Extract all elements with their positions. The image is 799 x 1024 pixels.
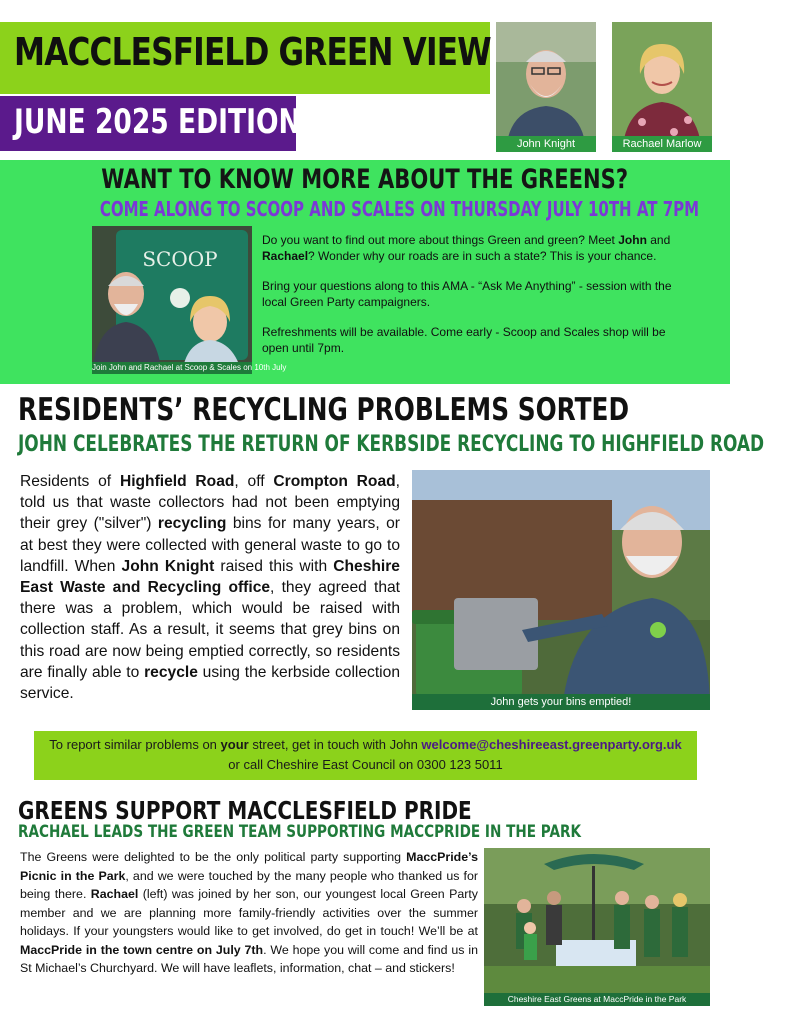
masthead-title: MACCLESFIELD GREEN VIEW — [14, 30, 491, 74]
ama-photo-caption: Join John and Rachael at Scoop & Scales on 10th July — [92, 363, 287, 372]
pride-body: The Greens were delighted to be the only political party supporting MaccPride’s Picnic in the Park, and we were touched by the many people who thanked us for being there. Rachael (left) was joined by her son, our youngest local Green Party member and we are planning more family-friendly activities over the summer holidays. If your youngsters would like to get involved, do get in touch! We’ll be at MaccPride in the town centre on July 7th. We hope you will come and find us in St Michael’s Churchyard. We will have leaflets, information, chat – and stickers! — [20, 850, 478, 975]
portrait-john-knight — [496, 22, 596, 152]
pride-subheading: RACHAEL LEADS THE GREEN TEAM SUPPORTING MACCPRIDE IN THE PARK — [18, 822, 582, 842]
pride-photo — [484, 848, 710, 1006]
recycling-photo-caption: John gets your bins emptied! — [412, 694, 710, 710]
report-line-2: or call Cheshire East Council on 0300 123 5011 — [228, 757, 503, 772]
recycling-heading: RESIDENTS’ RECYCLING PROBLEMS SORTED — [18, 392, 630, 428]
contact-email-link[interactable]: welcome@cheshireeast.greenparty.org.uk — [421, 737, 682, 752]
ama-body — [262, 232, 672, 370]
ama-subheading: COME ALONG TO SCOOP AND SCALES ON THURSDAY JULY 10TH AT 7PM — [99, 197, 700, 221]
maccpride-photo-image — [484, 848, 710, 1006]
scoop-sign-text: SCOOP — [142, 247, 218, 271]
john-portrait-image — [496, 22, 596, 152]
portrait-caption-rachael: Rachael Marlow — [612, 136, 712, 152]
report-problem-box — [34, 731, 697, 780]
rachael-portrait-image — [612, 22, 712, 152]
edition-label: JUNE 2025 EDITION — [14, 102, 301, 142]
ama-heading: WANT TO KNOW MORE ABOUT THE GREENS? — [101, 164, 629, 195]
report-line-1: To report similar problems on your street, get in touch with John welcome@cheshireeast.greenparty.org.uk — [49, 737, 682, 752]
pride-heading: GREENS SUPPORT MACCLESFIELD PRIDE — [18, 796, 472, 825]
portrait-rachael-marlow — [612, 22, 712, 152]
recycling-photo — [412, 470, 710, 710]
recycling-subheading: JOHN CELEBRATES THE RETURN OF KERBSIDE RECYCLING TO HIGHFIELD ROAD — [18, 432, 765, 457]
ama-paragraph-1: Do you want to find out more about things Green and green? Meet John and Rachael? Wonder why our roads are in such a state? This is your chance. — [262, 233, 671, 263]
recycling-body: Residents of Highfield Road, off Crompton Road, told us that waste collectors had not been emptying their grey ("silver") recycling bins for many years, or at best they were collected with general waste to go to landfill. When John Knight raised this with Cheshire East Waste and Recycling office, they agreed that there was a problem, which would be raised with collection staff. As a result, it seems that grey bins on this road are now being emptied correctly, so residents are finally able to recycle using the kerbside collection service. — [20, 473, 400, 703]
pride-photo-caption: Cheshire East Greens at MaccPride in the Park — [484, 993, 710, 1006]
ama-paragraph-2: Bring your questions along to this AMA - “Ask Me Anything” - session with the local Green Party campaigners. — [262, 279, 672, 309]
portrait-caption-john: John Knight — [496, 136, 596, 152]
ama-photo — [92, 226, 287, 374]
scoop-and-scales-photo-image — [92, 226, 287, 374]
ama-paragraph-3: Refreshments will be available. Come early - Scoop and Scales shop will be open until 7pm. — [262, 325, 666, 355]
bins-photo-image — [412, 470, 710, 710]
